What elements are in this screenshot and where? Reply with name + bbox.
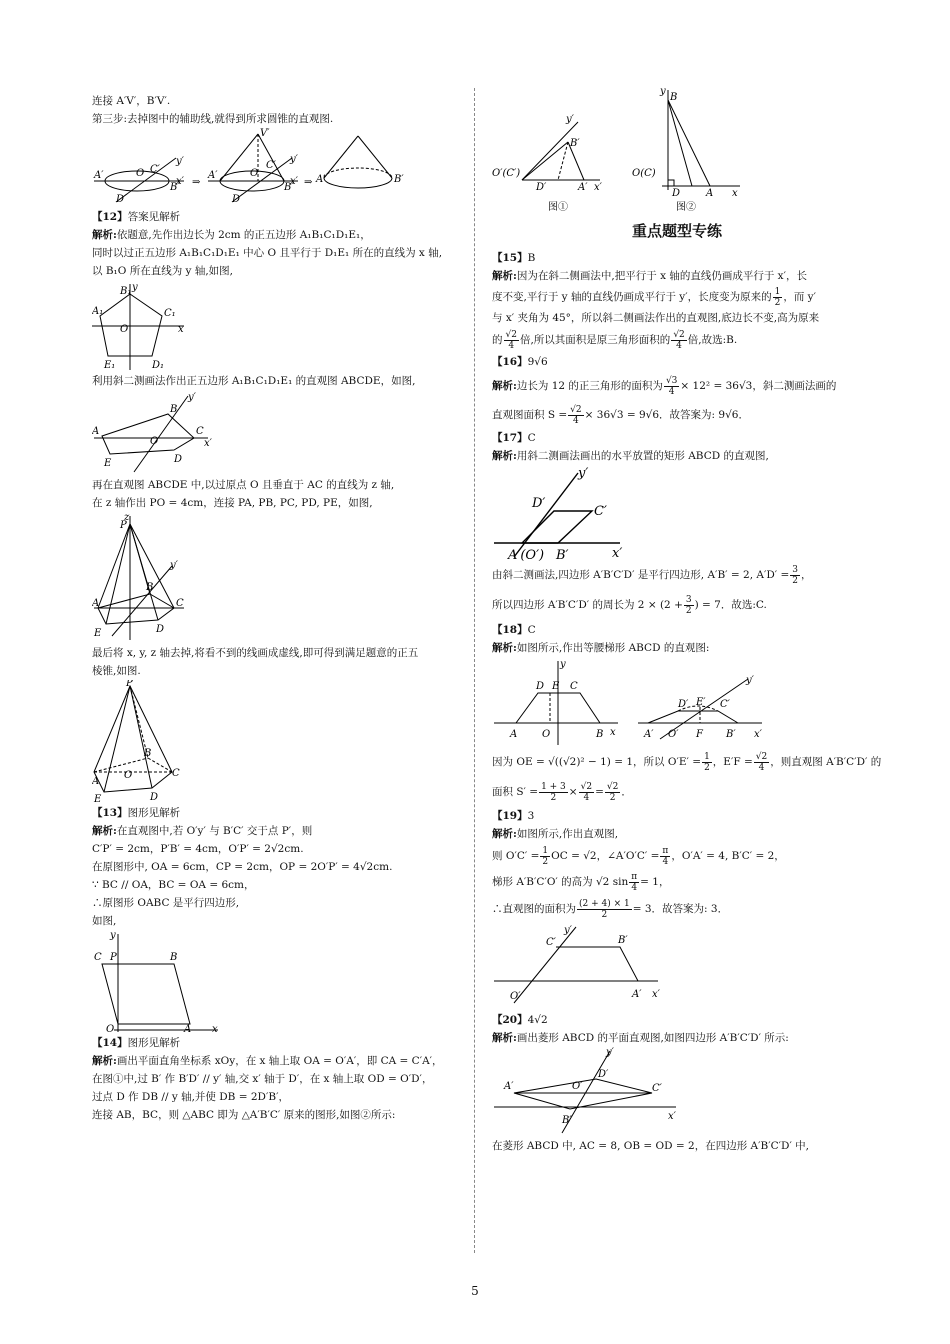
svg-text:D′: D′ (598, 1069, 609, 1080)
answer: 9√6 (527, 356, 548, 368)
text-line: 由斜二测画法,四边形 A′B′C′D′ 是平行四边形, A′B′ = 2, A′D′ = (492, 569, 790, 581)
svg-text:A: A (92, 776, 100, 787)
svg-text:y: y (560, 659, 566, 670)
svg-text:O: O (150, 436, 159, 447)
analysis-label: 解析: (492, 1032, 517, 1044)
svg-text:x′: x′ (652, 989, 660, 1000)
question-tag: 【16】 (492, 356, 528, 368)
svg-text:A′: A′ (208, 170, 218, 181)
svg-text:D′: D′ (232, 194, 243, 205)
svg-text:D′: D′ (536, 182, 547, 193)
fraction: $\frac{1 + 3}{2}$ (541, 781, 566, 803)
text-line: 棱锥,如图. (92, 665, 141, 677)
trapezoid-figures (492, 657, 862, 747)
text-line: 面积 S′ = (492, 786, 539, 798)
svg-text:O: O (250, 168, 259, 179)
text-line: × (568, 786, 578, 798)
analysis-label: 解析: (92, 229, 117, 241)
text-line: 再在直观图 ABCDE 中,以过原点 O 且垂直于 AC 的直线为 z 轴, (92, 479, 395, 491)
answer: 4√2 (527, 1014, 548, 1026)
svg-text:A₁: A₁ (92, 306, 104, 317)
question-tag: 【19】 (492, 810, 528, 822)
text-line: ，而 y′ (783, 291, 816, 303)
text-line: 第三步:去掉图中的辅助线,就得到所求圆锥的直观图. (92, 113, 334, 125)
question-tag: 【12】 (92, 211, 128, 223)
text-line: 连接 AB，BC，则 △ABC 即为 △A′B′C′ 原来的图形,如图②所示: (92, 1109, 396, 1121)
answer: C (527, 432, 536, 444)
svg-text:x′: x′ (176, 176, 184, 187)
svg-text:A′: A′ (632, 989, 642, 1000)
analysis-label: 解析: (92, 1055, 117, 1067)
fraction: $\frac{1}{2}$ (774, 286, 781, 308)
analysis-label: 解析: (92, 825, 117, 837)
svg-text:A: A (184, 1024, 192, 1034)
answer: B (527, 252, 536, 264)
text-line: ，E′F = (712, 756, 753, 768)
svg-text:y′: y′ (564, 925, 572, 936)
svg-text:x′: x′ (204, 438, 212, 449)
svg-text:A′: A′ (316, 174, 326, 185)
pentagon-figure (92, 280, 464, 372)
svg-text:C: C (196, 426, 204, 437)
svg-text:O′: O′ (510, 991, 521, 1002)
svg-text:E: E (94, 794, 102, 804)
svg-text:D′: D′ (116, 194, 127, 205)
text-line: 用斜二测画法画出的水平放置的矩形 ABCD 的直观图, (516, 450, 769, 462)
text-line: 在直观图中,若 O′y′ 与 B′C′ 交于点 P′，则 (116, 825, 313, 837)
svg-text:⇒: ⇒ (304, 177, 313, 188)
text-line: 依题意,先作出边长为 2cm 的正五边形 A₁B₁C₁D₁E₁， (116, 229, 371, 241)
analysis-label: 解析: (492, 450, 517, 462)
svg-text:y: y (132, 282, 138, 293)
text-line: 边长为 12 的正三角形的面积为 (516, 380, 663, 392)
text-line: ∴原图形 OABC 是平行四边形, (92, 897, 240, 909)
question-tag: 【18】 (492, 624, 528, 636)
fraction: $\frac{\pi}{4}$ (662, 845, 669, 867)
text-line: 最后将 x, y, z 轴去掉,将看不到的线画成虚线,即可得到满足题意的正五 (92, 647, 419, 659)
svg-text:D: D (150, 792, 159, 803)
text-line: = (595, 786, 604, 798)
svg-text:D′: D′ (678, 699, 689, 710)
svg-text:O: O (106, 1024, 115, 1034)
svg-text:x: x (732, 188, 738, 199)
fraction: $\frac{(2 + 4) \times 1}{2}$ (579, 898, 630, 920)
text-line: 如图, (92, 915, 117, 927)
svg-text:D′: D′ (532, 496, 546, 511)
oblique-pentagon-figure (92, 390, 464, 476)
text-line: 因为 OE = √((√2)² − 1) = 1，所以 O′E′ = (492, 756, 702, 768)
svg-text:x′: x′ (594, 182, 602, 193)
svg-text:C: C (176, 598, 184, 609)
svg-text:C′: C′ (546, 937, 556, 948)
svg-text:B′: B′ (284, 182, 294, 193)
svg-text:y′: y′ (290, 154, 298, 165)
text-line: ，则直观图 A′B′C′D′ 的 (770, 756, 882, 768)
text-line: ) = 7．故选:C. (694, 599, 767, 611)
svg-text:x′: x′ (754, 729, 762, 740)
answer: 3 (527, 810, 535, 822)
svg-text:B′: B′ (562, 1115, 572, 1126)
svg-text:A′: A′ (504, 1081, 514, 1092)
text-line: = 1， (640, 876, 670, 888)
analysis-label: 解析: (492, 828, 517, 840)
answer: 图形见解析 (127, 1037, 181, 1049)
svg-text:y′: y′ (746, 675, 754, 686)
text-line: ． (621, 786, 632, 798)
svg-text:x: x (178, 324, 184, 335)
svg-text:D₁: D₁ (152, 360, 165, 371)
svg-text:z: z (124, 512, 130, 523)
svg-text:y′: y′ (578, 466, 589, 481)
text-line: ，O′A′ = 4, B′C′ = 2， (671, 850, 785, 862)
svg-text:y: y (110, 930, 116, 941)
fraction: $\frac{1}{2}$ (704, 751, 710, 773)
text-line: 在菱形 ABCD 中, AC = 8, OB = OD = 2，在四边形 A′B′C′D′ 中, (492, 1140, 810, 1152)
fraction: $\frac{3}{2}$ (685, 594, 692, 616)
svg-text:B: B (170, 952, 178, 963)
text-line: × 12² = 36√3，斜二测画法画的 (680, 380, 837, 392)
figure-caption: 图① (548, 202, 568, 213)
svg-text:B: B (146, 582, 154, 593)
text-line: 与 x′ 夹角为 45°，所以斜二侧画法作出的直观图,底边长不变,高为原来 (492, 312, 820, 324)
svg-text:x: x (212, 1024, 218, 1034)
fraction: $\frac{√2}{4}$ (755, 751, 768, 773)
svg-text:B′: B′ (726, 729, 736, 740)
svg-text:E′: E′ (696, 697, 706, 708)
svg-text:B: B (670, 92, 678, 103)
svg-text:C′: C′ (594, 504, 607, 519)
question-tag: 【14】 (92, 1037, 128, 1049)
text-line: 在图①中,过 B′ 作 B′D′ // y′ 轴,交 x′ 轴于 D′，在 x 轴上取 OD = O′D′， (92, 1073, 433, 1085)
triangle-figures (492, 86, 862, 214)
question-tag: 【13】 (92, 807, 128, 819)
svg-text:A′: A′ (578, 182, 588, 193)
svg-text:A: A (706, 188, 714, 199)
svg-text:C′: C′ (150, 164, 160, 175)
fraction: $\frac{√2}{4}$ (673, 329, 685, 351)
question-tag: 【20】 (492, 1014, 528, 1026)
svg-text:O: O (120, 324, 129, 335)
svg-text:O: O (124, 770, 133, 781)
svg-text:A: A (92, 598, 100, 609)
svg-text:D: D (672, 188, 681, 199)
svg-text:E: E (104, 458, 112, 469)
svg-text:x: x (610, 727, 616, 738)
fraction: $\frac{√2}{4}$ (570, 404, 582, 426)
text-line: 倍,所以其面积是原三角形面积的 (519, 334, 671, 346)
svg-text:O: O (136, 168, 145, 179)
svg-text:O′: O′ (668, 729, 679, 740)
svg-text:y′: y′ (176, 156, 184, 167)
svg-text:B′: B′ (556, 548, 569, 561)
text-line: C′P′ = 2cm，P′B′ = 4cm，O′P′ = 2√2cm. (92, 843, 304, 855)
svg-text:E₁: E₁ (104, 360, 116, 371)
svg-text:A: A (92, 426, 100, 437)
text-line: 画出菱形 ABCD 的平面直观图,如图四边形 A′B′C′D′ 所示: (516, 1032, 789, 1044)
text-line: 度不变,平行于 y 轴的直线仍画成平行于 y′，长度变为原来的 (492, 291, 772, 303)
rhombus-oblique-figure (492, 1047, 862, 1137)
text-line: 利用斜二测画法作出正五边形 A₁B₁C₁D₁E₁ 的直观图 ABCDE，如图, (92, 375, 416, 387)
svg-text:y′: y′ (566, 114, 574, 125)
text-line: 所以四边形 A′B′C′D′ 的周长为 2 × (2 + (492, 599, 683, 611)
svg-text:P: P (110, 952, 117, 963)
svg-text:C′: C′ (720, 699, 730, 710)
fraction: $\frac{\pi}{4}$ (631, 871, 638, 893)
pyramid-with-axes-figure (92, 512, 464, 644)
fraction: $\frac{√3}{4}$ (665, 375, 678, 397)
text-line: 则 O′C′ = (492, 850, 540, 862)
text-line: = 3．故答案为: 3． (632, 903, 729, 915)
text-line: 梯形 A′B′C′O′ 的高为 √2 sin (492, 876, 629, 888)
answer: 图形见解析 (127, 807, 181, 819)
text-line: 如图所示,作出等腰梯形 ABCD 的直观图: (516, 642, 710, 654)
svg-text:x′: x′ (290, 176, 298, 187)
text-line: ∴直观图的面积为 (492, 903, 576, 915)
question-tag: 【15】 (492, 252, 528, 264)
text-line: 因为在斜二侧画法中,把平行于 x 轴的直线仍画成平行于 x′，长 (516, 270, 807, 282)
answer: 答案见解析 (127, 211, 181, 223)
fraction: $\frac{√2}{2}$ (606, 781, 619, 803)
svg-text:V′: V′ (260, 128, 270, 139)
oblique-rectangle-figure (492, 465, 862, 561)
svg-text:B′: B′ (394, 174, 404, 185)
svg-text:D: D (536, 681, 545, 692)
fraction: $\frac{3}{2}$ (792, 564, 799, 586)
right-column (492, 86, 882, 1155)
svg-text:B: B (170, 404, 178, 415)
svg-text:x′: x′ (612, 546, 623, 561)
text-line: 如图所示,作出直观图, (516, 828, 619, 840)
svg-text:B′: B′ (570, 138, 580, 149)
text-line: 倍,故选:B. (687, 334, 738, 346)
text-line: ∵ BC // OA，BC = OA = 6cm， (92, 879, 255, 891)
svg-text:O′: O′ (572, 1081, 583, 1092)
svg-text:C′: C′ (266, 160, 276, 171)
text-line: 同时以过正五边形 A₁B₁C₁D₁E₁ 中心 O 且平行于 D₁E₁ 所在的直线为 x 轴, (92, 247, 443, 259)
text-line: 过点 D 作 DB // y 轴,并使 DB = 2D′B′， (92, 1091, 289, 1103)
left-column (92, 92, 464, 1124)
svg-text:A: A (510, 729, 518, 740)
page-number: 5 (471, 1284, 479, 1298)
fraction: $\frac{√2}{4}$ (580, 781, 593, 803)
fraction: $\frac{√2}{4}$ (505, 329, 517, 351)
svg-text:P: P (126, 680, 133, 689)
analysis-label: 解析: (492, 642, 517, 654)
text-line: 画出平面直角坐标系 xOy，在 x 轴上取 OA = O′A′，即 CA = C′A′， (116, 1055, 443, 1067)
answer: C (527, 624, 536, 636)
pyramid-figure (92, 680, 464, 804)
svg-text:B′: B′ (170, 182, 180, 193)
parallelogram-figure (92, 930, 464, 1034)
svg-text:y′: y′ (188, 392, 196, 403)
svg-text:B: B (144, 748, 152, 759)
question-tag: 【17】 (492, 432, 528, 444)
analysis-label: 解析: (492, 380, 517, 392)
trapezoid-oblique-figure (492, 923, 862, 1011)
svg-text:y: y (660, 86, 666, 97)
svg-text:x′: x′ (668, 1111, 676, 1122)
text-line: 直观图面积 S = (492, 409, 568, 421)
svg-text:A′: A′ (94, 170, 104, 181)
svg-text:y′: y′ (606, 1047, 614, 1058)
column-divider (474, 88, 475, 1253)
svg-text:C: C (570, 681, 578, 692)
section-title: 重点题型专练 (631, 222, 722, 240)
svg-text:y′: y′ (170, 560, 178, 571)
fraction: $\frac{1}{2}$ (542, 845, 549, 867)
text-line: 在原图形中, OA = 6cm，CP = 2cm，OP = 2O′P′ = 4√2cm. (92, 861, 393, 873)
text-line: 以 B₁O 所在直线为 y 轴,如图, (92, 265, 233, 277)
svg-text:E: E (94, 628, 102, 639)
svg-text:F: F (696, 729, 703, 740)
svg-text:B′: B′ (618, 935, 628, 946)
svg-text:O(C): O(C) (632, 168, 656, 179)
svg-text:A′(O′): A′(O′) (508, 548, 545, 561)
svg-text:O′(C′): O′(C′) (492, 168, 521, 179)
svg-text:C: C (94, 952, 102, 963)
text-line: ， (801, 569, 812, 581)
cone-construction-figure (92, 128, 464, 208)
svg-text:D: D (174, 454, 183, 465)
svg-text:C₁: C₁ (164, 308, 176, 319)
text-line: × 36√3 = 9√6．故答案为: 9√6． (584, 409, 749, 421)
svg-text:C′: C′ (652, 1083, 662, 1094)
text-line: 在 z 轴作出 PO = 4cm，连接 PA, PB, PC, PD, PE，如图, (92, 497, 373, 509)
svg-text:⇒: ⇒ (192, 177, 201, 188)
svg-text:C: C (172, 768, 180, 779)
svg-text:A′: A′ (644, 729, 654, 740)
text-line: 连接 A′V′，B′V′. (92, 95, 171, 107)
figure-caption: 图② (676, 202, 696, 213)
svg-text:B: B (596, 729, 604, 740)
svg-text:D: D (156, 624, 165, 635)
svg-text:B₁: B₁ (120, 286, 132, 297)
svg-text:P: P (120, 520, 127, 531)
analysis-label: 解析: (492, 270, 517, 282)
text-line: 的 (492, 334, 503, 346)
text-line: OC = √2，∠A′O′C′ = (551, 850, 660, 862)
svg-text:O: O (542, 729, 551, 740)
svg-text:E: E (552, 681, 560, 692)
